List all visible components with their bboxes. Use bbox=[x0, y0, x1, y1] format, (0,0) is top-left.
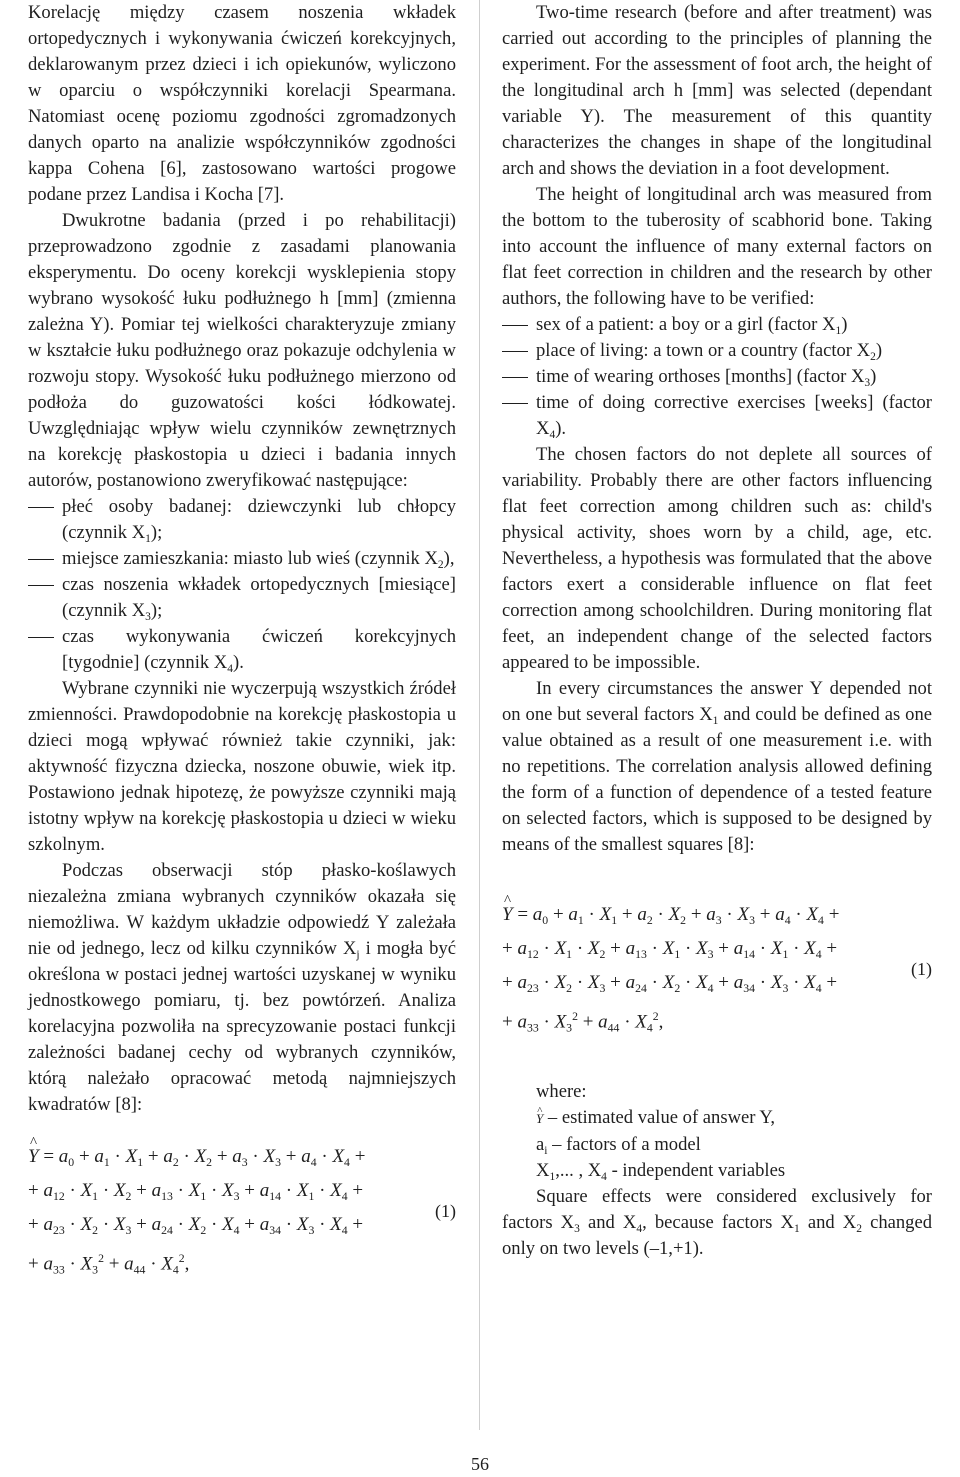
paragraph: Podczas obserwacji stóp płasko-koślawych niezależna zmiana wybranych czynników okazała się niemożliwa. W każdym układzie odpowiedź Y zależała nie od jednego, lecz od kilku czynników $X_j$ i mogła być określona w postaci jednej wartości uzyskanej w wyniku jednostkowego pomiaru, tj. bez powtórzeń. Analiza korelacyjna pozwoliła na sprecyzowanie postaci funkcji zależności badanej cechy od wybranych czynników, którą należało opracować metodą najmniejszych kwadratów [8]: bbox=[28, 860, 457, 1115]
left-column bbox=[28, 0, 456, 1281]
paragraph: Square effects were considered exclusively for factors $X_3$ and $X_4$, because factors $X_1$ and $X_2$ changed only on two levels (–1,+1). bbox=[502, 1186, 933, 1260]
list-item: place of living: a town or a country (factor $X_2$) bbox=[502, 338, 932, 364]
list-item: sex of a patient: a boy or a girl (factor $X_1$) bbox=[502, 312, 932, 338]
paragraph: Wybrane czynniki nie wyczerpują wszystkich źródeł zmienności. Prawdopodobnie na korekcję płaskostopia u dzieci mogą wpływać również takie czynniki, jak: aktywność fizyczna dziecka, noszone obuwie, wiek itp. Postawiono jednak hipotezę, że powyższe czynniki mają istotny wpływ na korekcję płaskostopia u dzieci w wieku szkolnym. bbox=[28, 678, 456, 855]
paragraph: The chosen factors do not deplete all sources of variability. Probably there are other factors influencing flat feet correction among children such as: child's physical activity, shoes worn by a child, age, etc. Nevertheless, a hypothesis was formulated that the above factors exert a considerable influence on flat feet correction among schoolchildren. During monitoring flat feet, an independent change of the selected factors appeared to be impossible. bbox=[502, 444, 932, 673]
factor-list bbox=[502, 312, 932, 442]
list-item: czas noszenia wkładek ortopedycznych [miesiące] (czynnik $X_3$); bbox=[28, 572, 456, 624]
regression-equation: ^ $Y = a_0 + a_1 \cdot X_1 + a_2 \cdot X_2 + a_3 \cdot X_3 + a_4 \cdot X_4$ + + $a_{12} \cdot X_1 \cdot X_2 + a_{13} \cdot X_1 \cdot X_3 + a_{14} \cdot X_1 \cdot X_4$ + + $a_{23} \cdot X_2 \cdot X_3 + a_{24} \cdot X_2 \cdot X_4 + a_{34} \cdot X_3 \cdot X_4$ + + $a_{33} \cdot X_3^2 + a_{44} \cdot X_4^2$, (1) bbox=[28, 1140, 456, 1281]
equation-number: (1) bbox=[911, 958, 932, 979]
regression-equation: ^ $Y = a_0 + a_1 \cdot X_1 + a_2 \cdot X_2 + a_3 \cdot X_3 + a_4 \cdot X_4$ + + $a_{12} \cdot X_1 \cdot X_2 + a_{13} \cdot X_1 \cdot X_3 + a_{14} \cdot X_1 \cdot X_4$ + + $a_{23} \cdot X_2 \cdot X_3 + a_{24} \cdot X_2 \cdot X_4 + a_{34} \cdot X_3 \cdot X_4$ + + $a_{33} \cdot X_3^2 + a_{44} \cdot X_4^2$, (1) bbox=[502, 898, 932, 1039]
definition-a: $a_i$ – factors of a model bbox=[536, 1134, 701, 1158]
column-divider bbox=[479, 0, 480, 1430]
where-label: where: bbox=[536, 1081, 587, 1103]
paragraph: In every circumstances the answer Y depended not on one but several factors $X_1$ and could be defined as one value obtained as a result of one measurement i.e. with no repetitions. The correlation analysis allowed defining the form of a function of dependence of a tested feature on selected factors, which is supposed to be designed by means of the smallest squares [8]: bbox=[502, 678, 932, 855]
list-item: płeć osoby badanej: dziewczynki lub chłopcy (czynnik $X_1$); bbox=[28, 494, 456, 546]
list-item: czas wykonywania ćwiczeń korekcyjnych [tygodnie] (czynnik $X_4$). bbox=[28, 624, 456, 676]
paragraph: Dwukrotne badania (przed i po rehabilitacji) przeprowadzono zgodnie z zasadami planowania eksperymentu. Do oceny korekcji wysklepienia stopy wybrano wysokość łuku podłużnego h [mm] (zmienna zależna Y). Pomiar tej wielkości charakteryzuje zmiany w kształcie łuku podłużnego oraz pokazuje odchylenia w rozwoju stopy. Wysokość łuku podłużnego mierzono od podłoża do guzowatości kości łódkowatej. Uwzględniając wpływ wielu czynników zewnętrznych na korekcję płaskostopia u dzieci i badania innych autorów, postanowiono zweryfikować następujące: bbox=[28, 210, 456, 491]
variable-definitions bbox=[502, 1079, 932, 1184]
page-number: 56 bbox=[471, 1454, 489, 1474]
definition-x: $X_1$,... , $X_4$ - independent variables bbox=[536, 1160, 786, 1184]
definition-y: ^ Y – estimated value of answer Y, bbox=[536, 1105, 932, 1132]
paragraph: The height of longitudinal arch was measured from the bottom to the tuberosity of scabhorid bone. Taking into account the influence of many external factors on flat feet correction in children and the research by other authors, the following have to be verified: bbox=[502, 184, 932, 309]
list-item: miejsce zamieszkania: miasto lub wieś (czynnik $X_2$), bbox=[28, 546, 456, 572]
right-column bbox=[502, 0, 932, 1262]
list-item: time of doing corrective exercises [weeks] (factor $X_4$). bbox=[502, 390, 932, 442]
equation-number: (1) bbox=[435, 1200, 456, 1221]
paragraph: Korelację między czasem noszenia wkładek ortopedycznych i wykonywania ćwiczeń korekcyjnych, deklarowanym przez dzieci i ich opiekunów, wyliczono w oparciu o współczynniki korelacji Spearmana. Natomiast ocenę poziomu zgodności zgromadzonych danych oparto na analizie współczynników zgodności kappa Cohena [6], zastosowano wartości progowe podane przez Landisa i Kocha [7]. bbox=[28, 2, 456, 205]
paragraph: Two-time research (before and after treatment) was carried out according to the principles of planning the experiment. For the assessment of foot arch, the height of the longitudinal arch h [mm] was selected (dependant variable Y). The measurement of this quantity characterizes the changes in shape of the longitudinal arch and shows the deviation in a foot development. bbox=[502, 2, 932, 179]
list-item: time of wearing orthoses [months] (factor $X_3$) bbox=[502, 364, 932, 390]
factor-list bbox=[28, 494, 456, 676]
